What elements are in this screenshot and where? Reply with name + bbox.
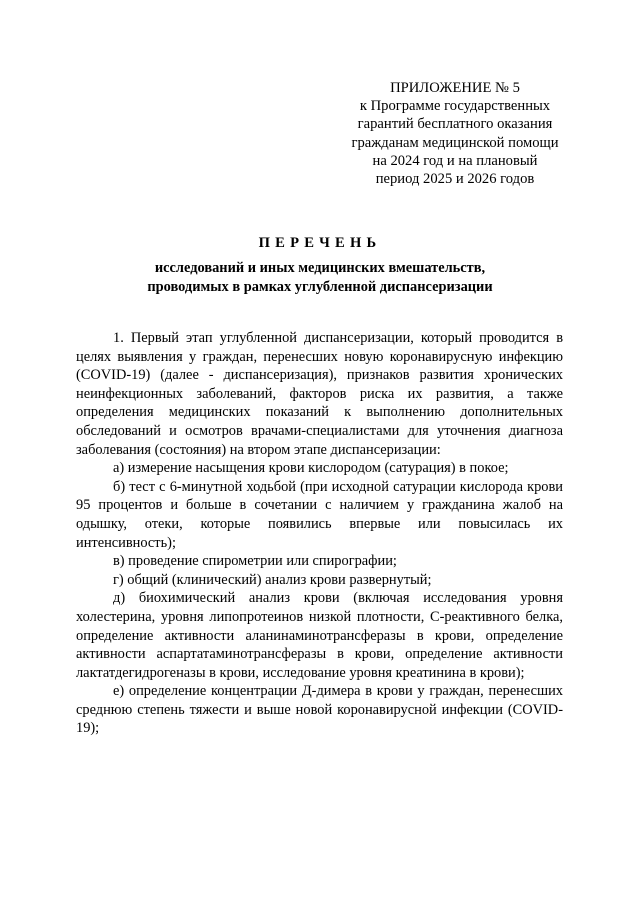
paragraph: г) общий (клинический) анализ крови развернутый; [113, 571, 432, 588]
paragraph: 1. Первый этап углубленной диспансеризации, который проводится в целях выявления у граждан, перенесших новую коронавирусную инфекцию (COVID-19) (далее - диспансеризация), признаков развития хронических неинфекционных заболеваний, факторов риска их развития, а также определения медицинских показаний к выполнению дополнительных обследований и осмотров врачами-специалистами для уточнения диагноза заболевания (состояния) на втором этапе диспансеризации: [76, 330, 563, 458]
annex-line: ПРИЛОЖЕНИЕ № 5 [390, 80, 520, 96]
paragraph: б) тест с 6-минутной ходьбой (при исходной сатурации кислорода крови 95 процентов и больше в сочетании с наличием у гражданина жалоб на одышку, отеки, которые появились впервые или повысилась их интенсивность); [76, 478, 563, 551]
annex-line: на 2024 год и на плановый [372, 152, 538, 169]
subtitle-line: исследований и иных медицинских вмешательств, [154, 260, 486, 276]
paragraph: е) определение концентрации Д-димера в крови у граждан, перенесших среднюю степень тяжести и выше новой коронавирусной инфекции (COVID-19); [76, 683, 563, 737]
document-body [76, 329, 563, 738]
annex-line: период 2025 и 2026 годов [375, 171, 535, 188]
annex-line: гражданам медицинской помощи [351, 134, 559, 151]
paragraph: а) измерение насыщения крови кислородом (сатурация) в покое; [113, 460, 509, 477]
annex-line: гарантий бесплатного оказания [357, 116, 553, 133]
paragraph: д) биохимический анализ крови (включая исследования уровня холестерина, уровня липопротеинов низкой плотности, С-реактивного белка, определение активности аланинаминотрансферазы в крови, определение активности аспартатаминотрансферазы в крови, определение активности лактатдегидрогеназы в крови, исследование уровня креатинина в крови); [76, 590, 563, 681]
paragraph: в) проведение спирометрии или спирографии; [113, 553, 397, 570]
document-title: ПЕРЕЧЕНЬ [258, 235, 382, 251]
annex-line: к Программе государственных [359, 98, 551, 115]
subtitle-line: проводимых в рамках углубленной диспансеризации [147, 278, 493, 295]
document-subtitle [0, 259, 640, 296]
annex-header [335, 79, 575, 188]
